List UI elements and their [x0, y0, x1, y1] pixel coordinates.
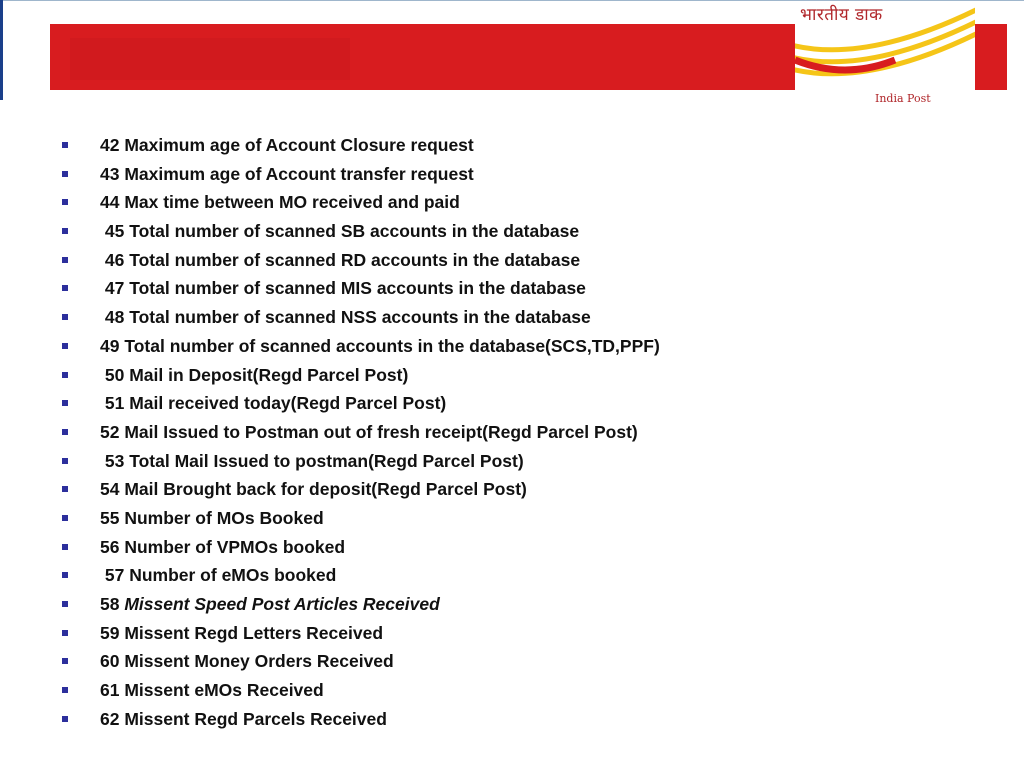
bullet-icon: [62, 716, 68, 722]
item-label: Total Mail Issued to postman(Regd Parcel Post): [129, 450, 524, 471]
item-label: Total number of scanned MIS accounts in the database: [129, 278, 586, 299]
item-label: Number of MOs Booked: [124, 507, 324, 528]
item-number: 47: [100, 278, 130, 299]
list-item: [62, 361, 660, 390]
item-number: 57: [100, 565, 130, 586]
item-number: 43: [100, 163, 125, 184]
item-number: 60: [100, 651, 125, 672]
item-label: Number of eMOs booked: [129, 565, 337, 586]
list-item: [62, 705, 660, 734]
bullet-icon: [62, 314, 68, 320]
list-item: [62, 188, 660, 217]
list-item: [62, 418, 660, 447]
item-number: 62: [100, 708, 125, 729]
list-item: [62, 504, 660, 533]
list-item: [62, 332, 660, 361]
bullet-icon: [62, 343, 68, 349]
item-label: Max time between MO received and paid: [124, 192, 460, 213]
bullet-icon: [62, 199, 68, 205]
item-number: 53: [100, 450, 130, 471]
bullet-icon: [62, 515, 68, 521]
item-label: Total number of scanned SB accounts in the database: [129, 221, 580, 242]
item-number: 49: [100, 335, 125, 356]
bullet-icon: [62, 601, 68, 607]
left-edge-accent: [0, 0, 3, 100]
item-number: 61: [100, 680, 125, 701]
item-label: Number of VPMOs booked: [124, 536, 346, 557]
bullet-icon: [62, 630, 68, 636]
list-item: [62, 590, 660, 619]
item-label: Missent Regd Parcels Received: [124, 708, 387, 729]
item-number: 54: [100, 479, 125, 500]
item-label: Missent Speed Post Articles Received: [124, 594, 440, 614]
list-item: [62, 246, 660, 275]
list-item: [62, 647, 660, 676]
item-number: 46: [100, 249, 130, 270]
bullet-icon: [62, 171, 68, 177]
item-number: 42: [100, 135, 125, 155]
bullet-list: [62, 131, 660, 733]
bullet-icon: [62, 429, 68, 435]
item-number: 58: [100, 594, 125, 614]
list-item: [62, 303, 660, 332]
list-item: [62, 389, 660, 418]
item-number: 51: [100, 393, 130, 414]
bullet-icon: [62, 687, 68, 693]
logo-hindi-text: भारतीय डाक: [800, 5, 883, 25]
banner-shade: [70, 38, 350, 80]
list-item: [62, 160, 660, 189]
item-label: Mail Issued to Postman out of fresh receipt(Regd Parcel Post): [124, 421, 638, 442]
item-number: 56: [100, 536, 125, 557]
bullet-icon: [62, 142, 68, 148]
logo-caption: India Post: [875, 92, 931, 105]
bullet-icon: [62, 544, 68, 550]
item-label: Missent Money Orders Received: [124, 651, 394, 672]
list-item: [62, 533, 660, 562]
bullet-icon: [62, 372, 68, 378]
item-label: Maximum age of Account transfer request: [124, 163, 474, 184]
item-number: 45: [100, 221, 130, 242]
list-item: [62, 619, 660, 648]
item-label: Total number of scanned RD accounts in the database: [129, 249, 581, 270]
item-label: Total number of scanned NSS accounts in the database: [129, 307, 591, 328]
list-item: [62, 676, 660, 705]
india-post-logo: [795, 0, 975, 108]
item-number: 48: [100, 307, 130, 328]
item-label: Maximum age of Account Closure request: [124, 135, 474, 155]
list-item: [62, 131, 660, 160]
item-number: 55: [100, 507, 125, 528]
item-label: Missent eMOs Received: [124, 680, 324, 701]
bullet-icon: [62, 572, 68, 578]
list-item: [62, 561, 660, 590]
bullet-icon: [62, 486, 68, 492]
bullet-icon: [62, 257, 68, 263]
item-number: 59: [100, 622, 125, 643]
list-item: [62, 217, 660, 246]
bullet-icon: [62, 658, 68, 664]
item-label: Mail received today(Regd Parcel Post): [129, 393, 447, 414]
item-number: 52: [100, 421, 125, 442]
item-number: 50: [100, 364, 130, 385]
list-item: [62, 475, 660, 504]
item-label: Total number of scanned accounts in the database(SCS,TD,PPF): [124, 335, 660, 356]
bullet-icon: [62, 285, 68, 291]
bullet-icon: [62, 228, 68, 234]
list-item: [62, 274, 660, 303]
list-item: [62, 447, 660, 476]
item-number: 44: [100, 192, 125, 213]
item-label: Missent Regd Letters Received: [124, 622, 384, 643]
item-label: Mail in Deposit(Regd Parcel Post): [129, 364, 409, 385]
item-label: Mail Brought back for deposit(Regd Parcel Post): [124, 479, 527, 500]
bullet-icon: [62, 400, 68, 406]
bullet-icon: [62, 458, 68, 464]
